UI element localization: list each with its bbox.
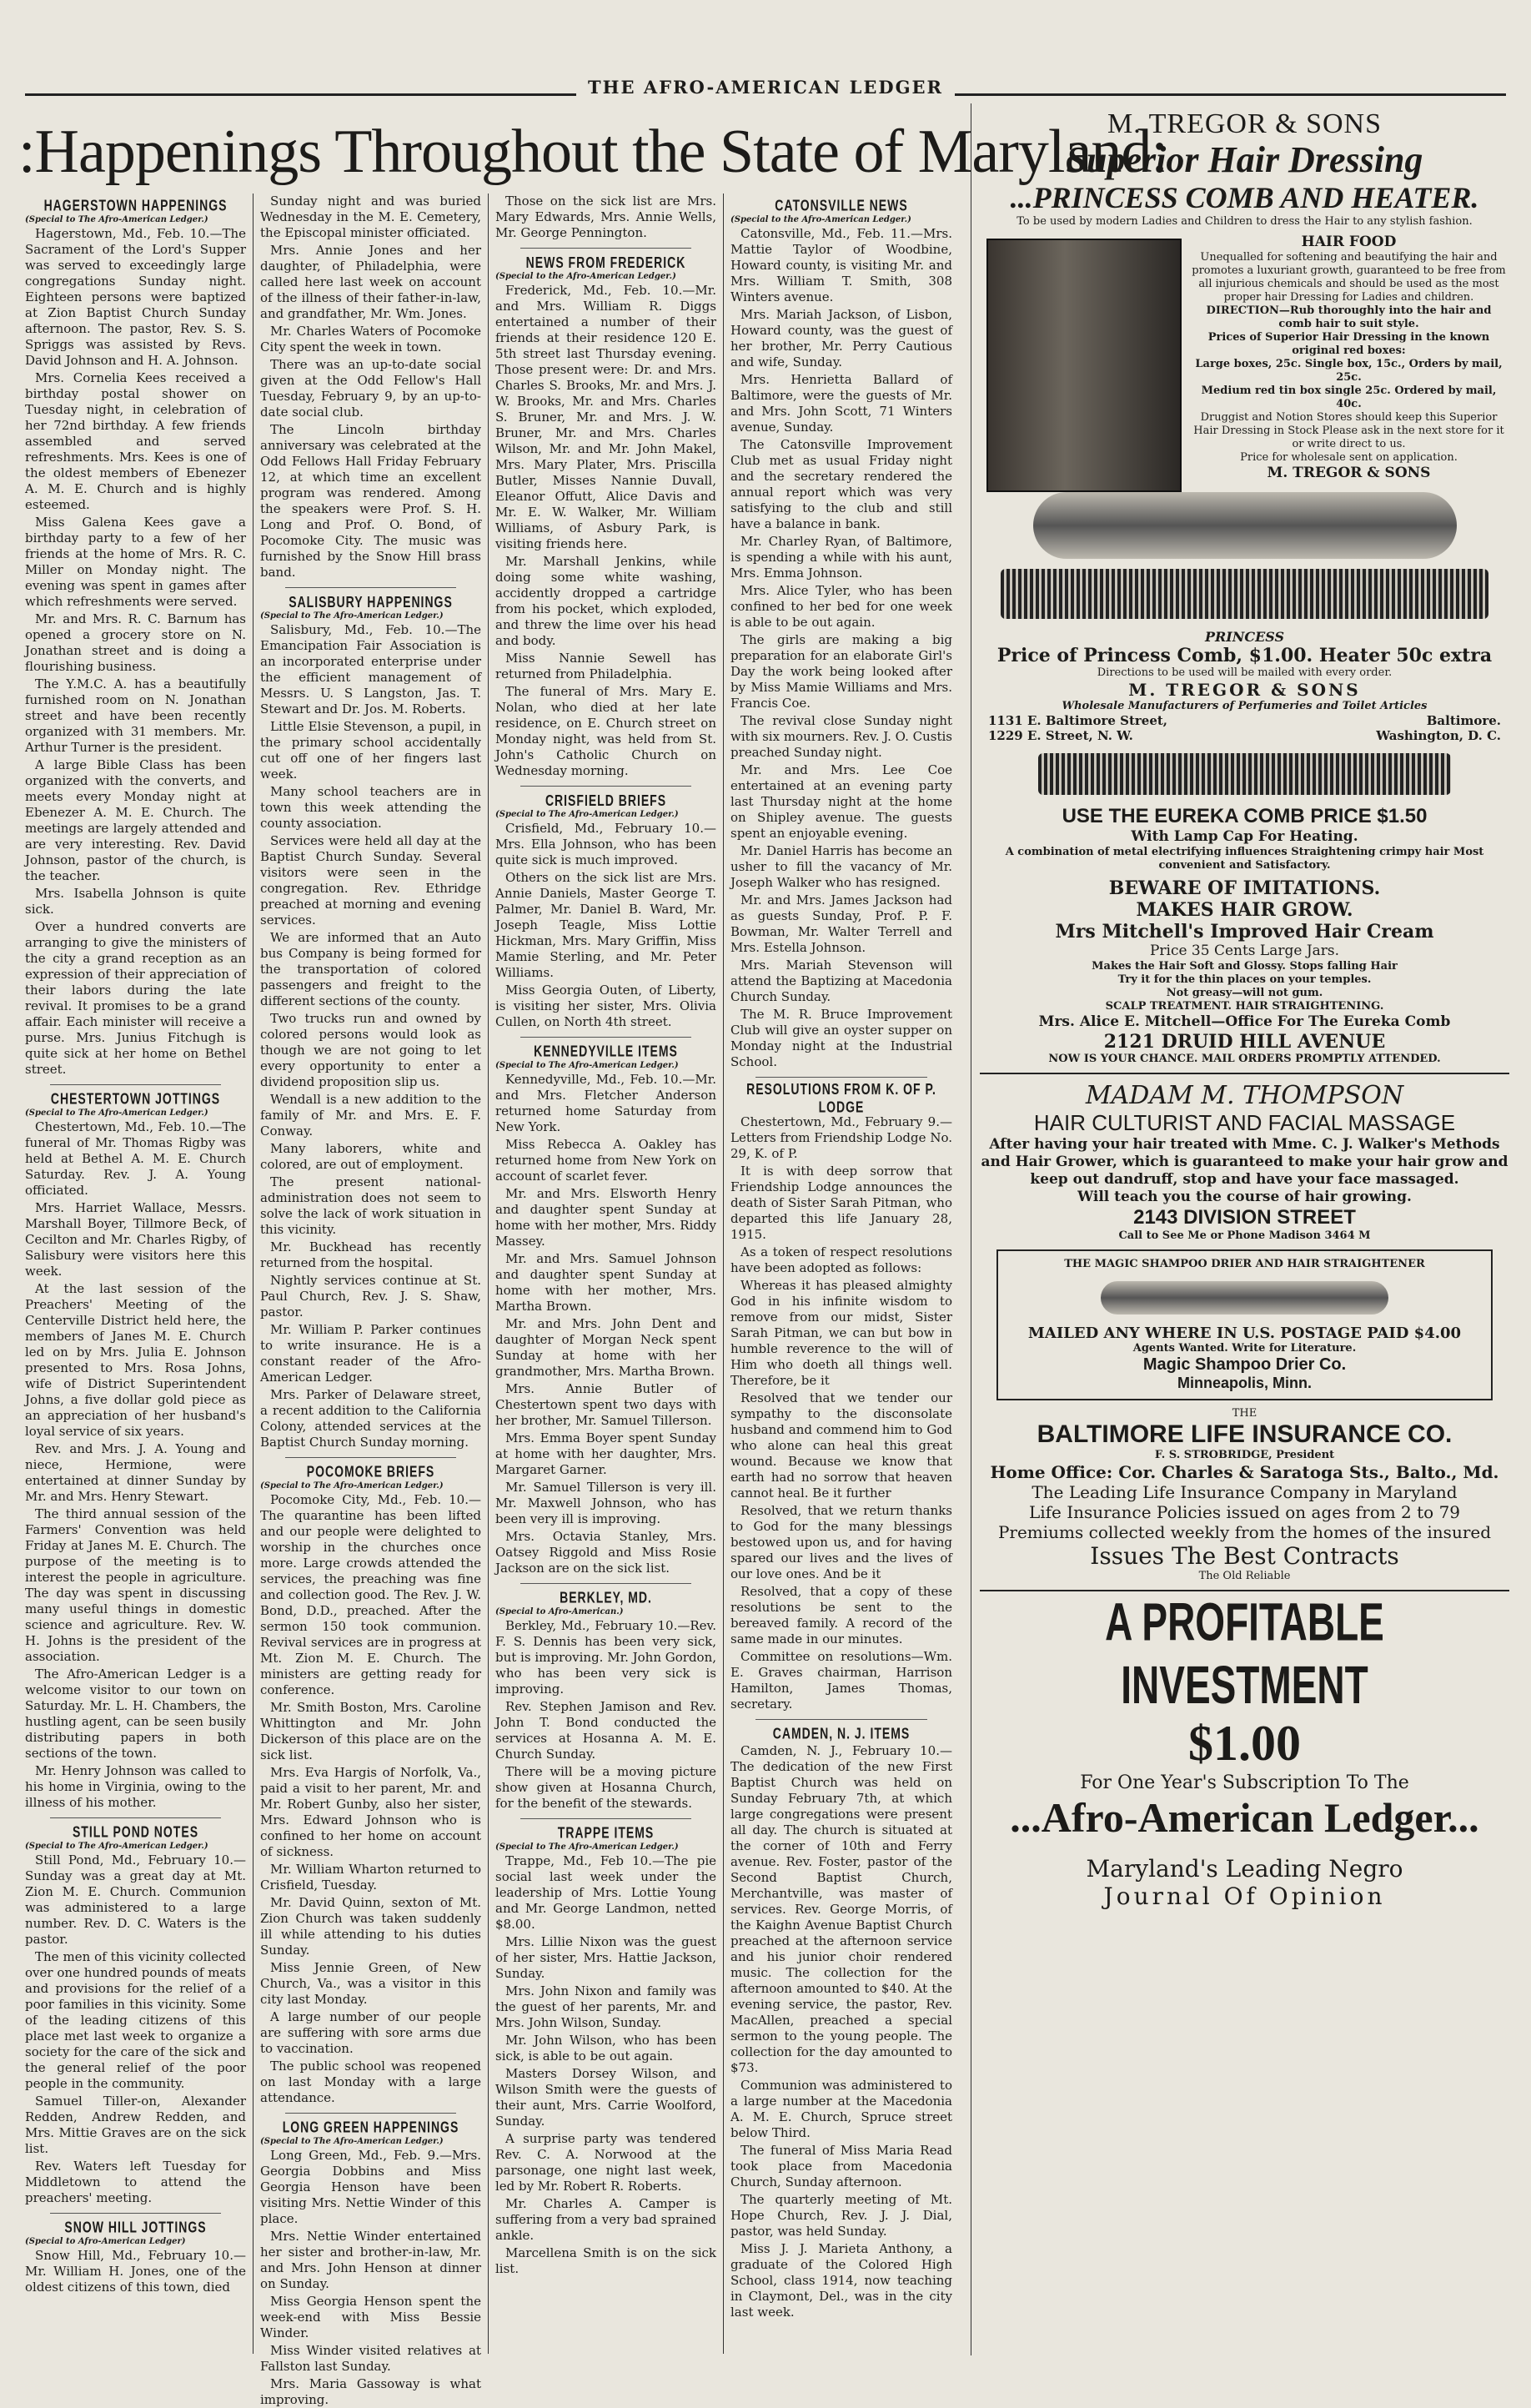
addr-city-1: Baltimore.: [1426, 713, 1501, 728]
hair-food-tin-image: [986, 239, 1182, 492]
article-paragraph: Mr. and Mrs. Elsworth Henry and daughter spent Sunday at home with her mother, Mrs. Riddy Massey.: [495, 1186, 716, 1249]
thompson-ad: [980, 1081, 1509, 1243]
article-paragraph: As a token of respect resolutions have been adopted as follows:: [730, 1244, 952, 1275]
thompson-teach: Will teach you the course of hair growing.: [1077, 1189, 1412, 1205]
article-paragraph: There will be a moving picture show given at Hosanna Church, for the benefit of the stewards.: [495, 1764, 716, 1811]
article-paragraph: The revival close Sunday night with six mourners. Rev. J. O. Custis preached Sunday night.: [730, 713, 952, 760]
article-paragraph: Mr. David Quinn, sexton of Mt. Zion Church was taken suddenly ill while attending to his duties Sunday.: [260, 1895, 481, 1958]
hair-food-text: Unequalled for softening and beautifying the hair and promotes a luxuriant growth, guaranteed to be free from all injurious chemicals and should be used as the most proper hair Dressing for Ladies and children.: [1192, 251, 1506, 304]
ledger-for: For One Year's Subscription To The: [1080, 1772, 1409, 1793]
section-heading: RESOLUTIONS FROM K. OF P. LODGE: [746, 1079, 936, 1116]
section-divider: [285, 2113, 456, 2114]
section-byline: (Special to The Afro-American Ledger.): [495, 1842, 679, 1852]
article-paragraph: A surprise party was tendered Rev. C. A. Norwood at the parsonage, one night last week, led by Mr. Robert R. Roberts.: [495, 2131, 716, 2194]
ad-divider: [980, 1073, 1509, 1074]
mitchell-try: Try it for the thin places on your temples.: [1117, 973, 1372, 986]
article-paragraph: Berkley, Md., February 10.—Rev. F. S. Dennis has been very sick, but is improving. Mr. John Gordon, who has been very sick is improving.: [495, 1618, 717, 1697]
section-heading: BERKLEY, MD.: [560, 1588, 652, 1606]
article-paragraph: Nightly services continue at St. Paul Church, Rev. J. S. Shaw, pastor.: [260, 1273, 481, 1320]
section-divider: [285, 587, 456, 588]
section-divider: [755, 1077, 927, 1078]
article-paragraph: Mr. Charles A. Camper is suffering from a very bad sprained ankle.: [495, 2196, 716, 2243]
article-paragraph: Two trucks run and owned by colored persons would look as though we are not going to let every opportunity to enter a dividend proposition slip us.: [260, 1011, 481, 1089]
article-paragraph: Miss Galena Kees gave a birthday party to a few of her friends at the home of Mrs. R. C. Miller on Monday night. The evening was spent in games after which refreshments were served.: [25, 515, 246, 609]
hair-food-title: HAIR FOOD: [1301, 234, 1397, 250]
mitchell-address: 2121 DRUID HILL AVENUE: [1103, 1031, 1386, 1053]
article-paragraph: Resolved that we tender our sympathy to the disconsolate husband and commend him to God who alone can heal this great wound. Because we know that earth had no sorrow that heaven cannot heal. Be it further: [730, 1390, 952, 1501]
article-paragraph: The men of this vicinity collected over one hundred pounds of meats and provisions for the relief of a poor families in this vicinity. Some of the leading citizens of this place met last week to organize a society for the care of the sick and the general relief of the poor people in the community.: [25, 1949, 246, 2091]
life-the: THE: [1232, 1407, 1257, 1420]
ledger-tag-1: Maryland's Leading Negro: [1086, 1855, 1403, 1883]
article-paragraph: Many school teachers are in town this week attending the county association.: [260, 784, 481, 831]
section-divider: [520, 248, 691, 249]
article-paragraph: Mr. Henry Johnson was called to his home in Virginia, owing to the illness of his mother.: [25, 1763, 246, 1810]
article-paragraph: Chestertown, Md., February 9.—Letters from Friendship Lodge No. 29, K. of P.: [730, 1114, 952, 1161]
article-paragraph: Mrs. Maria Gassoway is what improving.: [260, 2376, 481, 2407]
section-heading: TRAPPE ITEMS: [557, 1823, 655, 1842]
article-paragraph: Mrs. Parker of Delaware street, a recent addition to the California Colony, attended services at the Baptist Church Sunday morning.: [260, 1387, 481, 1450]
mitchell-product: Mrs Mitchell's Improved Hair Cream: [1055, 921, 1434, 943]
tregor-product: ...PRINCESS COMB AND HEATER.: [1010, 181, 1479, 214]
article-paragraph: Miss Jennie Green, of New Church, Va., was a visitor in this city last Monday.: [260, 1960, 481, 2007]
section-byline: (Special to The Afro-American Ledger.): [25, 215, 208, 224]
magic-agents: Agents Wanted. Write for Literature.: [1132, 1342, 1357, 1355]
article-paragraph: The third annual session of the Farmers' Convention was held Friday at Janes M. E. Church. The purpose of the meeting is to interest the people in agriculture. The day was spent in discussing many useful things in domestic science and agriculture. Rev. W. H. Johns is the president of the association.: [25, 1506, 246, 1664]
addr-city-2: Washington, D. C.: [1376, 728, 1501, 743]
section-heading: SALISBURY HAPPENINGS: [289, 592, 453, 611]
article-paragraph: Rev. Stephen Jamison and Rev. John T. Bond conducted the services at Hosanna A. M. E. Church Sunday.: [495, 1699, 716, 1762]
article-paragraph: Miss Georgia Outen, of Liberty, is visiting her sister, Mrs. Olivia Cullen, on North 4th street.: [495, 983, 716, 1029]
article-paragraph: Chestertown, Md., Feb. 10.—The funeral of Mr. Thomas Rigby was held at Bethel A. M. E. Church Saturday. Rev. J. A. Young officiated.: [25, 1119, 246, 1198]
article-paragraph: Rev. and Mrs. J. A. Young and niece, Hermione, were entertained at dinner Sunday by Mr. and Mrs. Henry Stewart.: [25, 1441, 246, 1504]
life-leading: The Leading Life Insurance Company in Maryland: [1032, 1482, 1458, 1502]
article-paragraph: Resolved, that we return thanks to God for the many blessings bestowed upon us, and for having spared our lives and the lives of our love ones. And be it: [730, 1503, 952, 1581]
article-paragraph: It is with deep sorrow that Friendship Lodge announces the death of Sister Sarah Pitman, who departed this life January 28, 1915.: [730, 1164, 952, 1242]
article-paragraph: Mrs. Eva Hargis of Norfolk, Va., paid a visit to her parent, Mr. and Mr. Robert Gunby, also her sister, Mrs. Edward Johnson who is confined to her home on account of sickness.: [260, 1765, 481, 1859]
article-paragraph: The girls are making a big preparation for an elaborate Girl's Day the work being looked after by Miss Mamie Williams and Mrs. Francis Coe.: [730, 632, 952, 711]
article-paragraph: Mrs. Annie Jones and her daughter, of Philadelphia, were called here last week on account of the illness of their father-in-law, and grandfather, Mr. Wm. Jones.: [260, 243, 481, 321]
article-paragraph: Hagerstown, Md., Feb. 10.—The Sacrament of the Lord's Supper was served to exceedingly large congregations Sunday night. Eighteen persons were baptized at Zion Baptist Church Sunday afternoon. The pastor, Rev. S. S. Spriggs was assisted by Revs. David Johnson and H. A. Johnson.: [25, 226, 246, 368]
tregor-address-baltimore: [980, 713, 1509, 728]
magic-drier-image: [1101, 1281, 1388, 1315]
hair-food-prices-1: Large boxes, 25c. Single box, 15c., Orders by mail, 25c.: [1195, 358, 1503, 384]
masthead-text: THE AFRO-AMERICAN LEDGER: [576, 77, 955, 98]
addr-street-2: 1229 E. Street, N. W.: [988, 728, 1133, 743]
life-policies: Life Insurance Policies issued on ages from 2 to 79: [1028, 1502, 1461, 1522]
mitchell-beware: BEWARE OF IMITATIONS.: [1108, 877, 1381, 899]
section-byline: (Special to The Afro-American Ledger.): [495, 1061, 679, 1070]
magic-title: THE MAGIC SHAMPOO DRIER AND HAIR STRAIGHTENER: [1064, 1258, 1425, 1270]
princess-comb-image: [1001, 569, 1488, 619]
magic-mailed: MAILED ANY WHERE IN U.S. POSTAGE PAID $4.00: [1027, 1325, 1462, 1342]
magic-company: Magic Shampoo Drier Co.: [1142, 1355, 1347, 1374]
life-name: BALTIMORE LIFE INSURANCE CO.: [1037, 1420, 1453, 1448]
life-office: Home Office: Cor. Charles & Saratoga Sts., Balto., Md.: [990, 1462, 1499, 1482]
tregor-headline: Superior Hair Dressing: [1066, 139, 1423, 180]
tregor-stores: Druggist and Notion Stores should keep this Superior Hair Dressing in Stock Please ask in the next store for it or write direct to us.: [1193, 411, 1504, 450]
section-heading: POCOMOKE BRIEFS: [306, 1462, 435, 1480]
article-paragraph: Mrs. John Nixon and family was the guest of her parents, Mr. and Mrs. John Wilson, Sunday.: [495, 1983, 716, 2030]
princess-comb-label: PRINCESS: [1204, 629, 1285, 645]
section-byline: (Special to The Afro-American Ledger.): [260, 611, 444, 621]
article-paragraph: Mr. Buckhead has recently returned from the hospital.: [260, 1239, 481, 1270]
article-paragraph: The Y.M.C. A. has a beautifully furnished room on N. Jonathan street and have been recently organized with 31 members. Mr. Arthur Turner is the president.: [25, 676, 246, 755]
tregor-wholesale-note: Price for wholesale sent on application.: [1240, 451, 1458, 464]
article-paragraph: Committee on resolutions—Wm. E. Graves chairman, Harrison Hamilton, James Thomas, secretary.: [730, 1649, 952, 1712]
article-paragraph: Miss J. J. Marieta Anthony, a graduate of the Colored High School, class 1914, now teaching in Claymont, Del., was in the city last week.: [730, 2241, 952, 2320]
tregor-directions: Directions to be used will be mailed with every order.: [1097, 666, 1393, 679]
article-paragraph: We are informed that an Auto bus Company is being formed for the transportation of colored passengers and freight to the different sections of the county.: [260, 930, 481, 1008]
life-old: The Old Reliable: [1198, 1570, 1291, 1582]
mitchell-makes: Makes the Hair Soft and Glossy. Stops falling Hair: [1092, 960, 1398, 973]
life-president: F. S. STROBRIDGE, President: [1154, 1449, 1335, 1461]
tregor-name-3: M. TREGOR & SONS: [1128, 680, 1361, 700]
section-divider: [755, 1719, 927, 1720]
mitchell-price: Price 35 Cents Large Jars.: [1149, 943, 1340, 959]
section-heading: CHESTERTOWN JOTTINGS: [50, 1089, 221, 1108]
mitchell-ad: [980, 877, 1509, 1066]
mitchell-office: Mrs. Alice E. Mitchell—Office For The Eureka Comb: [1038, 1013, 1451, 1030]
article-paragraph: The Afro-American Ledger is a welcome visitor to our town on Saturday. Mr. L. H. Chambers, the hustling agent, can be seen busily distributing papers in both sections of the town.: [25, 1666, 246, 1761]
tregor-usage: To be used by modern Ladies and Children to dress the Hair to any stylish fashion.: [1016, 215, 1473, 228]
section-divider: [520, 1818, 691, 1819]
tregor-address-washington: [980, 728, 1509, 743]
section-divider: [520, 786, 691, 787]
article-paragraph: A large Bible Class has been organized with the converts, and meets every Monday night at Ebenezer A. M. E. Church. The meetings are largely attended and are very interesting. Rev. David Johnson, pastor of the church, is the teacher.: [25, 757, 246, 883]
tregor-name-2: M. TREGOR & SONS: [1267, 465, 1431, 481]
article-paragraph: Trappe, Md., Feb 10.—The pie social last week under the leadership of Mrs. Lottie Young and Mr. George Landmon, netted $8.00.: [495, 1853, 716, 1932]
news-column-3: [489, 194, 724, 2354]
article-paragraph: Mrs. Lillie Nixon was the guest of her sister, Mrs. Hattie Jackson, Sunday.: [495, 1934, 716, 1981]
section-divider: [50, 1817, 221, 1818]
article-paragraph: Mrs. Emma Boyer spent Sunday at home with her daughter, Mrs. Margaret Garner.: [495, 1430, 716, 1477]
article-paragraph: Mrs. Alice Tyler, who has been confined to her bed for one week is able to be out again.: [730, 583, 952, 630]
article-paragraph: Masters Dorsey Wilson, and Wilson Smith were the guests of their aunt, Mrs. Carrie Woolford, Sunday.: [495, 2066, 716, 2129]
thompson-address: 2143 DIVISION STREET: [1133, 1206, 1356, 1229]
thompson-name: MADAM M. THOMPSON: [1085, 1081, 1404, 1110]
hair-food-prices-title: Prices of Superior Hair Dressing in the known original red boxes:: [1207, 331, 1490, 357]
article-paragraph: Mr. William P. Parker continues to write insurance. He is a constant reader of the Afro-American Ledger.: [260, 1322, 481, 1385]
ledger-profit: A PROFITABLE INVESTMENT: [1105, 1591, 1384, 1716]
article-paragraph: Camden, N. J., February 10.—The dedication of the new First Baptist Church was held on Sunday February 7th, at which large congregations were present all day. The church is situated at the corner of 10th and Ferry avenue. Rev. Foster, pastor of the Second Baptist Church, Merchantville, was master of services. Rev. George Morris, of the Kaighn Avenue Baptist Church preached at the afternoon service and his junior choir rendered music. The collection for the afternoon amounted to $40. At the evening service, the pastor, Rev. MacAllen, preached a special sermon to the young people. The collection for the day amounted to $73.: [730, 1743, 952, 2075]
article-paragraph: Salisbury, Md., Feb. 10.—The Emancipation Fair Association is an incorporated enterprise under the efficient management of Messrs. U. S Langston, Jas. T. Stewart and Dr. Jos. M. Roberts.: [260, 622, 481, 716]
tregor-ad: [980, 108, 1509, 872]
ledger-tag-2: Journal Of Opinion: [1103, 1883, 1386, 1910]
article-paragraph: Whereas it has pleased almighty God in his infinite wisdom to remove from our midst, Sister Sarah Pitman, we can but bow in humble reverence to the will of Him who doeth all things well. Therefore, be it: [730, 1278, 952, 1388]
article-paragraph: Many laborers, white and colored, are out of employment.: [260, 1141, 481, 1172]
addr-street-1: 1131 E. Baltimore Street,: [988, 713, 1168, 728]
eureka-desc: A combination of metal electrifying influences Straightening crimpy hair Most convenient and Satisfactory.: [1005, 846, 1484, 872]
section-heading: CRISFIELD BRIEFS: [545, 791, 667, 809]
section-divider: [520, 1583, 691, 1584]
article-paragraph: The Catonsville Improvement Club met as usual Friday night and the secretary rendered the annual report which was very satisfying to the club and still have a balance in bank.: [730, 437, 952, 531]
masthead: [0, 77, 1531, 98]
section-divider: [50, 2213, 221, 2214]
tregor-wholesale: Wholesale Manufacturers of Perfumeries and Toilet Articles: [1062, 700, 1428, 712]
news-columns: [18, 194, 961, 2407]
article-paragraph: Little Elsie Stevenson, a pupil, in the primary school accidentally cut off one of her fingers last week.: [260, 719, 481, 782]
article-paragraph: Communion was administered to a large number at the Macedonia A. M. E. Church, Spruce street below Third.: [730, 2078, 952, 2140]
mitchell-treat: SCALP TREATMENT. HAIR STRAIGHTENING.: [1105, 1000, 1384, 1013]
life-premiums: Premiums collected weekly from the homes of the insured: [997, 1522, 1492, 1542]
article-paragraph: The present national-administration does not seem to solve the lack of work situation in this vicinity.: [260, 1174, 481, 1237]
article-paragraph: Miss Georgia Henson spent the week-end with Miss Bessie Winder.: [260, 2294, 481, 2340]
article-paragraph: Mrs. Cornelia Kees received a birthday postal shower on Tuesday night, in celebration of her 72nd birthday. A few friends assembled and served refreshments. Mrs. Kees is one of the oldest members of Ebenezer A. M. E. Church and is highly esteemed.: [25, 370, 246, 512]
article-paragraph: Mrs. Mariah Jackson, of Lisbon, Howard county, was the guest of her brother, Mr. Perry Cautious and wife, Sunday.: [730, 307, 952, 369]
baltimore-life-ad: [980, 1407, 1509, 1583]
article-paragraph: Over a hundred converts are arranging to give the ministers of the city a grand reception as an expression of their appreciation of their labors during the late revival. It promises to be a grand affair. Each minister will receive a purse. Mrs. Junius Fitchugh is quite sick at her home on Bethel street.: [25, 919, 246, 1077]
section-byline: (Special to The Afro-American Ledger.): [260, 1481, 444, 1491]
section-byline: (Special to the Afro-American Ledger.): [730, 215, 911, 224]
mitchell-grow: MAKES HAIR GROW.: [1136, 899, 1353, 921]
section-heading: HAGERSTOWN HAPPENINGS: [43, 196, 228, 214]
section-divider: [50, 1084, 221, 1085]
eureka-comb-image: [1038, 753, 1451, 795]
article-paragraph: Wendall is a new addition to the family of Mr. and Mrs. E. F. Conway.: [260, 1092, 481, 1139]
eureka-headline: USE THE EUREKA COMB PRICE $1.50: [1062, 805, 1428, 827]
section-byline: (Special to Afro-American Ledger): [25, 2237, 186, 2246]
article-paragraph: The funeral of Miss Maria Read took place from Macedonia Church, Sunday afternoon.: [730, 2143, 952, 2189]
article-paragraph: Frederick, Md., Feb. 10.—Mr. and Mrs. William R. Diggs entertained a number of their friends at their residence 120 E. 5th street last Thursday evening. Those present were: Dr. and Mrs. Charles S. Brooks, Mr. and Mrs. J. W. Brooks, Mr. and Mrs. Charles S. Bruner, Mr. and Mrs. J. W. Bruner, Mr. and Mrs. Charles Wilson, Mr. and Mr. John Makel, Mrs. Mary Plater, Mrs. Priscilla Butler, Misses Nannie Duvall, Eleanor Offutt, Alice Davis and Mr. E. W. Walker, Mr. William Williams, of Asbury Park, is visiting friends here.: [495, 283, 716, 551]
ledger-price: $1.00: [1188, 1716, 1301, 1771]
article-paragraph: Mrs. Nettie Winder entertained her sister and brother-in-law, Mr. and Mrs. John Henson at dinner on Sunday.: [260, 2229, 481, 2291]
advertisement-column: [971, 103, 1509, 2355]
section-heading: CAMDEN, N. J. ITEMS: [772, 1724, 911, 1742]
news-column-4: [724, 194, 959, 2354]
section-byline: (Special to The Afro-American Ledger.): [260, 2137, 444, 2146]
article-paragraph: Miss Winder visited relatives at Fallston last Sunday.: [260, 2343, 481, 2374]
article-paragraph: Mrs. Octavia Stanley, Mrs. Oatsey Riggold and Miss Rosie Jackson are on the sick list.: [495, 1529, 716, 1576]
article-paragraph: Mr. Daniel Harris has become an usher to fill the vacancy of Mr. Joseph Walker who has resigned.: [730, 843, 952, 890]
section-heading: LONG GREEN HAPPENINGS: [282, 2118, 459, 2136]
section-byline: (Special to The Afro-American Ledger.): [25, 1842, 208, 1851]
section-byline: (Special to The Afro-American Ledger.): [25, 1108, 208, 1118]
article-paragraph: The funeral of Mrs. Mary E. Nolan, who died at her late residence, on E. Church street on Monday night, was held from St. John's Catholic Church on Wednesday morning.: [495, 684, 716, 778]
article-paragraph: Long Green, Md., Feb. 9.—Mrs. Georgia Dobbins and Miss Georgia Henson have been visiting Mrs. Nettie Winder of this place.: [260, 2148, 481, 2226]
article-paragraph: The quarterly meeting of Mt. Hope Church, Rev. J. J. Dial, pastor, was held Sunday.: [730, 2192, 952, 2239]
article-paragraph: Marcellena Smith is on the sick list.: [495, 2245, 716, 2276]
mitchell-greasy: Not greasy—will not gum.: [1166, 987, 1323, 999]
article-paragraph: A large number of our people are suffering with sore arms due to vaccination.: [260, 2009, 481, 2056]
ledger-name: ...Afro-American Ledger...: [1010, 1794, 1479, 1841]
article-paragraph: Resolved, that a copy of these resolutions be sent to the bereaved family. A record of the same made in our minutes.: [730, 1584, 952, 1646]
article-paragraph: Services were held all day at the Baptist Church Sunday. Several visitors were seen in the congregation. Rev. Ethridge preached at morning and evening services.: [260, 833, 481, 928]
article-paragraph: Mr. and Mrs. Samuel Johnson and daughter spent Sunday at home with her mother, Mrs. Martha Brown.: [495, 1251, 716, 1314]
article-paragraph: Snow Hill, Md., February 10.—Mr. William H. Jones, one of the oldest citizens of this town, died: [25, 2248, 246, 2295]
article-paragraph: Sunday night and was buried Wednesday in the M. E. Cemetery, the Episcopal minister officiated.: [260, 194, 481, 240]
news-column-1: [18, 194, 253, 2354]
article-paragraph: Mr. Marshall Jenkins, while doing some white washing, accidently dropped a cartridge from his pocket, which exploded, and threw the lime over his head and body.: [495, 554, 716, 648]
article-paragraph: Mr. Smith Boston, Mrs. Caroline Whittington and Mr. John Dickerson of this place are on the sick list.: [260, 1700, 481, 1762]
article-paragraph: The M. R. Bruce Improvement Club will give an oyster supper on Monday night at the Industrial School.: [730, 1007, 952, 1069]
article-paragraph: Mrs. Henrietta Ballard of Baltimore, were the guests of Mr. and Mrs. John Scott, 71 Winters avenue, Sunday.: [730, 372, 952, 435]
news-column-2: [253, 194, 489, 2407]
article-paragraph: There was an up-to-date social given at the Odd Fellow's Hall Tuesday, February 9, by an up-to-date social club.: [260, 357, 481, 420]
section-heading: NEWS FROM FREDERICK: [525, 253, 686, 271]
princess-price: Price of Princess Comb, $1.00. Heater 50c extra: [996, 645, 1493, 666]
article-paragraph: Miss Rebecca A. Oakley has returned home from New York on account of scarlet fever.: [495, 1137, 716, 1184]
hair-food-prices-2: Medium red tin box single 25c. Ordered by mail, 40c.: [1201, 385, 1497, 410]
article-paragraph: Mr. John Wilson, who has been sick, is able to be out again.: [495, 2033, 716, 2064]
article-paragraph: Mr. Samuel Tillerson is very ill. Mr. Maxwell Johnson, who has been very ill is improving.: [495, 1480, 716, 1526]
article-paragraph: The public school was reopened on last Monday with a large attendance.: [260, 2059, 481, 2105]
article-paragraph: Mr. William Wharton returned to Crisfield, Tuesday.: [260, 1862, 481, 1893]
page-title: :Happenings Throughout the State of Maryland:: [18, 118, 1167, 186]
article-paragraph: Miss Nannie Sewell has returned from Philadelphia.: [495, 651, 716, 681]
ledger-subscription-ad: [980, 1591, 1509, 1910]
article-paragraph: Mrs. Harriet Wallace, Messrs. Marshall Boyer, Tillmore Beck, of Cecilton and Mr. Charles Rigby, of Salisbury were visitors here this week.: [25, 1200, 246, 1279]
article-paragraph: Rev. Waters left Tuesday for Middletown to attend the preachers' meeting.: [25, 2159, 246, 2205]
article-paragraph: Catonsville, Md., Feb. 11.—Mrs. Mattie Taylor of Woodbine, Howard county, is visiting Mr. and Mrs. William T. Smith, 308 Winters avenue.: [730, 226, 952, 304]
article-paragraph: The Lincoln birthday anniversary was celebrated at the Odd Fellows Hall Friday February 12, at which time an excellent program was rendered. Among the speakers were Prof. S. H. Long and Prof. O. Bond, of Pocomoke City. The music was furnished by the Snow Hill brass band.: [260, 422, 481, 580]
article-paragraph: Still Pond, Md., February 10.—Sunday was a great day at Mt. Zion M. E. Church. Communion was administered to a large number. Rev. D. C. Waters is the pastor.: [25, 1853, 246, 1947]
section-divider: [285, 1457, 456, 1458]
magic-drier-ad: [996, 1249, 1493, 1400]
article-paragraph: Mr. Charley Ryan, of Baltimore, is spending a while with his aunt, Mrs. Emma Johnson.: [730, 534, 952, 581]
mitchell-chance: NOW IS YOUR CHANCE. MAIL ORDERS PROMPTLY ATTENDED.: [1048, 1053, 1441, 1065]
life-issues: Issues The Best Contracts: [1090, 1542, 1399, 1570]
tregor-name: M. TREGOR & SONS: [1107, 108, 1382, 139]
hair-food-direction: DIRECTION—Rub thoroughly into the hair and comb hair to suit style.: [1206, 304, 1492, 330]
article-paragraph: Crisfield, Md., February 10.—Mrs. Ella Johnson, who has been quite sick is much improved.: [495, 821, 716, 867]
section-divider: [520, 1037, 691, 1038]
article-paragraph: Mrs. Annie Butler of Chestertown spent two days with her brother, Mr. Samuel Tillerson.: [495, 1381, 716, 1428]
article-paragraph: Mr. Charles Waters of Pocomoke City spent the week in town.: [260, 324, 481, 354]
article-paragraph: Those on the sick list are Mrs. Mary Edwards, Mrs. Annie Wells, Mr. George Pennington.: [495, 194, 716, 240]
section-byline: (Special to The Afro-American Ledger.): [495, 810, 679, 819]
section-byline: (Special to the Afro-American Ledger.): [495, 272, 676, 281]
thompson-title: HAIR CULTURIST AND FACIAL MASSAGE: [1033, 1110, 1456, 1135]
article-paragraph: Mr. and Mrs. R. C. Barnum has opened a grocery store on N. Jonathan street and is doing a flourishing business.: [25, 611, 246, 674]
heater-image: [1033, 492, 1457, 559]
thompson-text: After having your hair treated with Mme. C. J. Walker's Methods and Hair Grower, which is guaranteed to make your hair grow and keep out dandruff, stop and have your face massaged.: [981, 1136, 1508, 1188]
section-heading: STILL POND NOTES: [72, 1822, 199, 1841]
article-paragraph: Mr. and Mrs. Lee Coe entertained at an evening party last Thursday night at the home on Shipley avenue. The guests spent an enjoyable evening.: [730, 762, 952, 841]
article-paragraph: Mrs. Isabella Johnson is quite sick.: [25, 886, 246, 917]
section-heading: KENNEDYVILLE ITEMS: [534, 1042, 678, 1060]
article-paragraph: Others on the sick list are Mrs. Annie Daniels, Master George T. Palmer, Mr. Daniel B. Ward, Mr. Joseph Teagle, Miss Lottie Hickman, Mrs. Mary Griffin, Miss Mamie Sterling, and Mr. Peter Williams.: [495, 870, 716, 980]
article-paragraph: Kennedyville, Md., Feb. 10.—Mr. and Mrs. Fletcher Anderson returned home Saturday from New York.: [495, 1072, 716, 1134]
section-heading: CATONSVILLE NEWS: [775, 196, 908, 214]
article-paragraph: Samuel Tiller-on, Alexander Redden, Andrew Redden, and Mrs. Mittie Graves are on the sick list.: [25, 2094, 246, 2156]
article-paragraph: Mr. and Mrs. James Jackson had as guests Sunday, Prof. P. F. Bowman, Mr. Walter Terrell and Mrs. Estella Johnson.: [730, 892, 952, 955]
section-heading: SNOW HILL JOTTINGS: [64, 2218, 207, 2236]
section-byline: (Special to Afro-American.): [495, 1607, 624, 1616]
magic-city: Minneapolis, Minn.: [1177, 1375, 1312, 1391]
article-paragraph: Pocomoke City, Md., Feb. 10.—The quarantine has been lifted and our people were delighted to worship in the churches once more. Large crowds attended the services, the preaching was fine and collection good. The Rev. J. W. Bond, D.D., preached. After the sermon 150 took communion. Revival services are in progress at Mt. Zion M. E. Church. The ministers are getting ready for conference.: [260, 1492, 481, 1697]
article-paragraph: Mrs. Mariah Stevenson will attend the Baptizing at Macedonia Church Sunday.: [730, 958, 952, 1004]
article-paragraph: At the last session of the Preachers' Meeting of the Centerville District held here, the members of Janes M. E. Church led on by Mrs. Julia E. Johnson presented to Mrs. Rosa Johns, wife of District Superintendent Johns, a five dollar gold piece as an appreciation of her husband's loyal service of six years.: [25, 1281, 246, 1439]
eureka-sub: With Lamp Cap For Heating.: [1131, 828, 1358, 845]
thompson-phone: Call to See Me or Phone Madison 3464 M: [1118, 1229, 1371, 1242]
article-paragraph: Mr. and Mrs. John Dent and daughter of Morgan Neck spent Sunday at home with her grandmother, Mrs. Martha Brown.: [495, 1316, 716, 1379]
